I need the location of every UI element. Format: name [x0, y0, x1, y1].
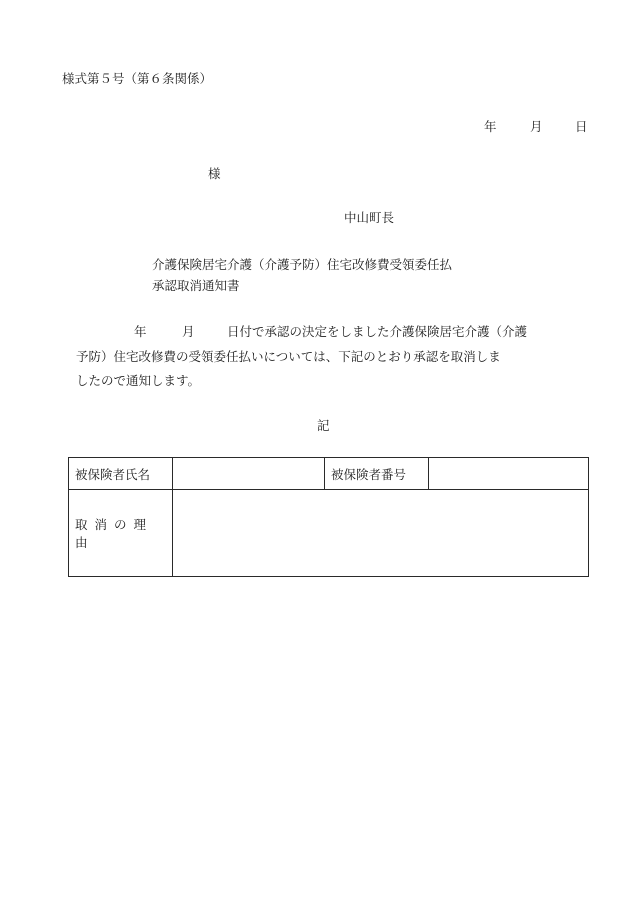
insured-number-field[interactable]: [429, 458, 589, 490]
date-month-label: 月: [530, 119, 543, 134]
insured-name-field[interactable]: [173, 458, 325, 490]
date-day-label: 日: [575, 119, 588, 134]
body-line1: [134, 322, 528, 340]
body-month-label: 月: [182, 324, 195, 339]
form-table: [68, 457, 589, 577]
insured-number-label: 被保険者番号: [325, 458, 429, 490]
body-line2: 予防）住宅改修費の受領委任払いについては、下記のとおり承認を取消しま: [76, 349, 501, 364]
form-number: 様式第５号（第６条関係）: [62, 71, 213, 86]
body-line3: したので通知します。: [76, 373, 201, 388]
body-line1-rest: 日付で承認の決定をしました介護保険居宅介護（介護: [227, 324, 528, 339]
issuer: 中山町長: [344, 210, 395, 225]
document-title-line2: 承認取消通知書: [152, 278, 240, 293]
document-title-line1: 介護保険居宅介護（介護予防）住宅改修費受領委任払: [152, 257, 453, 272]
body-year-label: 年: [134, 324, 147, 339]
table-row: [69, 490, 589, 577]
addressee-suffix: 様: [208, 166, 221, 181]
reason-field[interactable]: [173, 490, 589, 577]
date-row: [484, 117, 588, 133]
ki-heading: 記: [317, 418, 330, 433]
date-year-label: 年: [484, 119, 497, 134]
reason-label: 取消の理由: [69, 490, 173, 577]
insured-name-label: 被保険者氏名: [69, 458, 173, 490]
table-row: [69, 458, 589, 490]
